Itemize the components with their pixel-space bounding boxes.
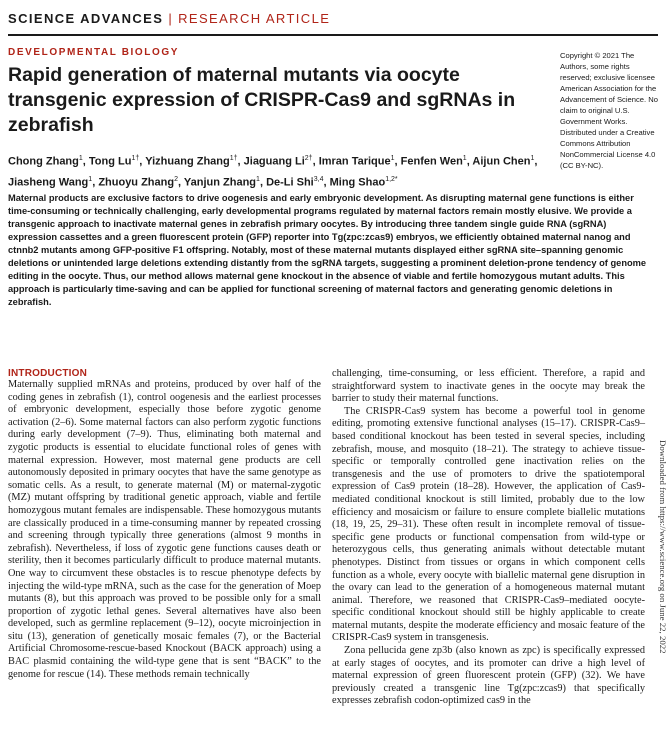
body-paragraph: challenging, time-consuming, or less efficient. Therefore, a rapid and straightforward system to inactivate genes in the oocyte may break the barrier to study their maternal functions.	[332, 368, 645, 405]
author-affiliation: 1	[390, 155, 395, 162]
author-affiliation: 1	[256, 175, 260, 183]
article-title: Rapid generation of maternal mutants via oocyte transgenic expression of CRISPR-Cas9 and sgRNAs in zebrafish	[8, 64, 516, 136]
author-affiliation: 1	[78, 155, 83, 162]
header-rule	[8, 34, 658, 36]
author-name: Fenfen Wen	[400, 155, 463, 168]
author-affiliation: 1†	[131, 155, 140, 162]
author-name: De-Li Shi	[266, 176, 314, 189]
author-affiliation: 1	[530, 155, 535, 162]
journal-header	[8, 11, 330, 26]
author-name: Yizhuang Zhang	[145, 155, 230, 168]
section-heading-introduction: INTRODUCTION	[8, 368, 88, 379]
author-name: Ming Shao	[329, 176, 386, 189]
author-affiliation: 3,4	[313, 175, 324, 183]
body-paragraph: The CRISPR-Cas9 system has become a powerful tool in genome editing, promoting extensive functional analyses (15–17). CRISPR-Cas9–based conditional knockout has been tested in several species, including zebrafish, mouse, and mosquito (18–21). The strategy to achieve tissue-specific or temporally controlled gene inactivation relies on the transgenesis and the use of promoters to drive the spatiotemporal expression of Cas9 protein (18–28). However, the application of Cas9-mediated conditional knockout is still limited, probably due to the low efficiency and mosaicism or failure to ensure complete biallelic mutations (18, 19, 25, 29–31). These often result in incomplete removal of tissue-specific gene products or functional compensation from wild-type or heterozygous cells, thus generating animals without detectable mutant phenotypes. Distinct from tissues or organs in which component cells function as a whole, every oocyte with biallelic maternal gene disruption in the ovary can lead to the generation of a homogeneous maternal mutant animal. Therefore, we reasoned that CRISPR-Cas9–mediated oocyte-specific conditional knockout should still be highly applicable to create maternal mutants, despite the moderate efficiency and mosaic feature of the CRISPR-Cas9 system in transgenesis.	[332, 405, 645, 644]
author-affiliation: 1,2*	[385, 175, 398, 183]
author-name: Yanjun Zhang	[183, 176, 257, 189]
copyright-notice: Copyright © 2021 The Authors, some rights reserved; exclusive licensee American Association for the Advancement of Science. No claim to original U.S. Government Works. Distributed under a Creative Commons Attribution NonCommercial License 4.0 (CC BY-NC).	[560, 51, 658, 170]
author-name: Jiasheng Wang	[8, 176, 89, 189]
category-label: DEVELOPMENTAL BIOLOGY	[8, 47, 180, 58]
body-paragraph: Zona pellucida gene zp3b (also known as zpc) is specifically expressed at early stages of oocytes, and its promoter can drive a high level of maternal expression of green fluorescent protein (GFP) (32). We have previously created a transgenic line Tg(zpc:zcas9) that specifically expresses zebrafish codon-optimized cas9 in the	[332, 645, 645, 707]
header-separator: |	[168, 11, 174, 26]
body-column-right	[332, 368, 645, 708]
body-paragraph: Maternally supplied mRNAs and proteins, produced by over half of the coding genes in zebrafish (1), control oogenesis and the earliest processes of embryonic development, especially those before zygotic genome activation (2–6). Some maternal factors can also perform zygotic functions during early development (7–9). Thus, eliminating both maternal and zygotic products is essential to elucidate functional roles of genes with maternal expression. However, most maternal gene products are cell autonomously deposited in primary oocytes that have the same genotype as somatic cells. As a result, to generate maternal (M) or maternal-zygotic (MZ) mutant offspring by traditional genetic approach, viable and fertile homozygous mutant females are indispensable. These homozygous mutants are classically produced in a time-consuming manner by repeated crossing and screening through typically three generations (almost 9 months in zebrafish). Nevertheless, if loss of zygotic gene functions causes death or sterility, then it becomes particularly difficult to produce maternal mutants. One way to circumvent these obstacles is to rescue phenotype defects by injecting the wild-type mRNA, such as the case for the generation of Moep mutants (8), but this approach was proved to be possible only for a small proportion of zygotic lethal genes. Several alternatives have also been developed, such as germline replacement (9–12), oocyte microinjection in situ (13), generation of genetically mosaic females (7), or the Bacterial Artificial Chromosome-rescue-based Knockout (BACK approach) using a BAC plasmid containing the wild-type gene that is sent “BACK” to the genome for rescue (14). These methods remain technically	[8, 379, 321, 680]
download-note-text: Downloaded from https://www.science.org on June 22, 2022	[658, 440, 668, 654]
author-name: Imran Tarique	[318, 155, 391, 168]
journal-name: SCIENCE ADVANCES	[8, 11, 164, 26]
author-affiliation: 1†	[229, 155, 238, 162]
author-name: Aijun Chen	[472, 155, 531, 168]
body-column-left	[8, 379, 321, 681]
author-name: Tong Lu	[88, 155, 132, 168]
author-name: Jiaguang Li	[243, 155, 305, 168]
author-list: Chong Zhang$^1$, Tong Lu$^{1\dagger}$, Yizhuang Zhang$^{1\dagger}$, Jiaguang Li$^{2\dagger}$, Imran Tarique$^1$, Fenfen Wen$^1$, Aijun Chen$^1$, Jiasheng Wang$^1$, Zhuoyu Zhang$^2$, Yanjun Zhang$^1$, De-Li Shi$^{3,4}$, Ming Shao$^{1,2*}$	[8, 155, 538, 189]
author-name: Chong Zhang	[8, 155, 79, 168]
author-name: Zhuoyu Zhang	[98, 176, 175, 189]
author-affiliation: 1	[88, 175, 93, 183]
abstract: Maternal products are exclusive factors to drive oogenesis and early embryonic development. As disrupting maternal gene functions is either time-consuming or technically challenging, early developmental programs regulated by maternal factors remain mostly elusive. We provide a transgenic approach to inactivate maternal genes in zebrafish primary oocytes. By introducing three tandem single guide RNA (sgRNA) expression cassettes and a green fluorescent protein (GFP) reporter into Tg(zpc:zcas9) embryos, we efficiently obtained maternal nanog and ctnnb2 mutants among GFP-positive F1 offspring. Notably, most of these maternal mutants displayed either sgRNA site–spanning genomic deletions or unintended large deletions extending distantly from the sgRNA targets, suggesting a prominent deletion-prone tendency of genome editing in the oocyte. Thus, our method allows maternal gene knockout in the absence of viable and fertile homozygous mutant adults. This approach is particularly time-saving and can be applied for functional screening of maternal factors and generating genomic deletions in zebrafish.	[8, 193, 647, 307]
author-affiliation: 1	[462, 155, 467, 162]
author-affiliation: 2	[174, 175, 178, 183]
author-affiliation: 2†	[304, 155, 313, 162]
article-type: RESEARCH ARTICLE	[178, 11, 331, 26]
download-side-note	[648, 440, 668, 730]
